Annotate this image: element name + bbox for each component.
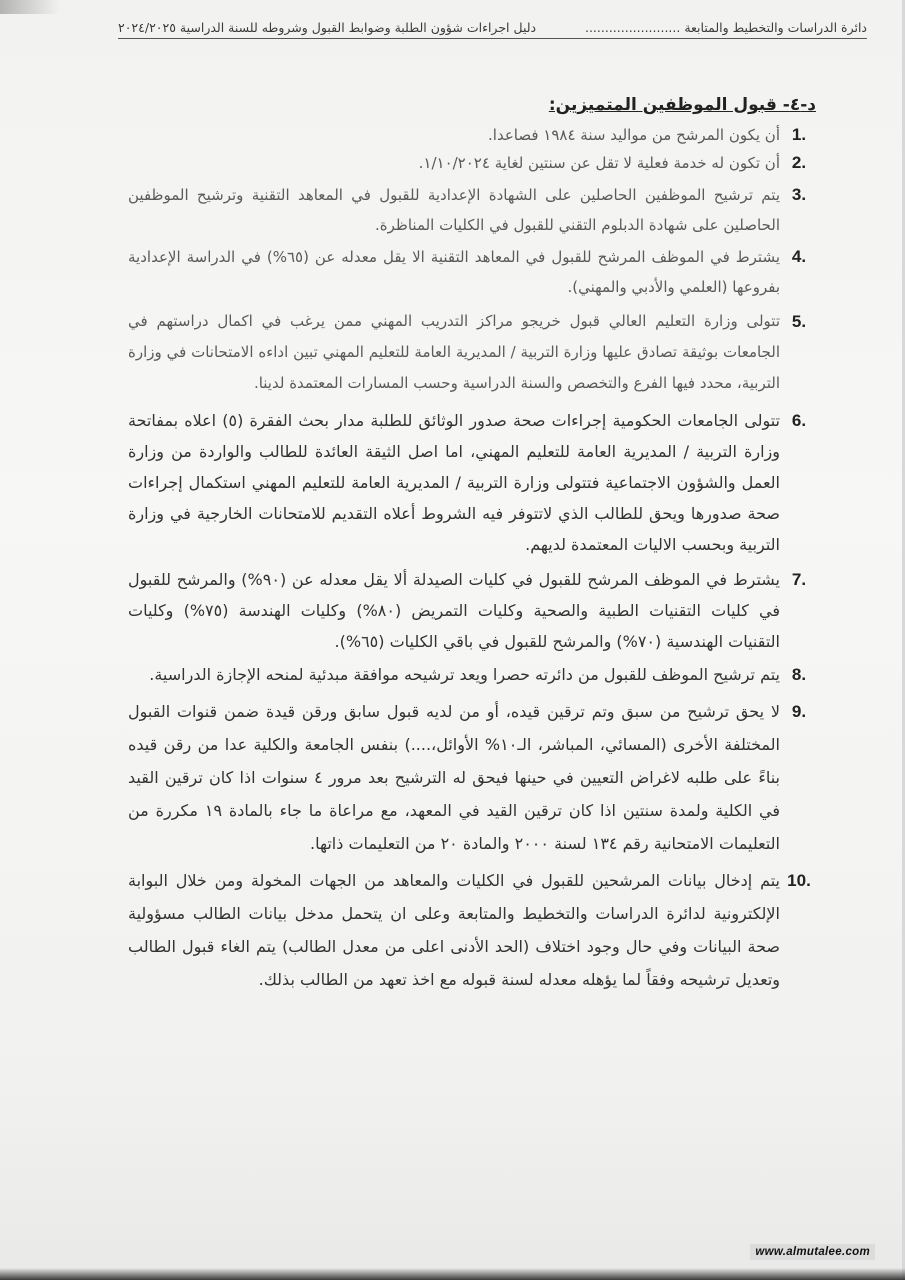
item-text: لا يحق ترشيح من سبق وتم ترقين قيده، أو من لديه قبول سابق ورقن قيدة ضمن قنوات القبول المختلفة الأخرى (المسائي، المباشر، الـ١٠% الأوائل،....) بنفس الجامعة والكلية عدا من رقن قيده بناءً على طلبه لاغراض التعيين في حينها فيحق له الترشيح بعد مرور ٤ سنوات اذا كان ترقين القيد في الكلية ولمدة سنتين اذا كان ترقين القيد في المعهد، مع مراعاة ما جاء بالمادة ١٩ مكررة من التعليمات الامتحانية رقم ١٣٤ لسنة ٢٠٠٠ والمادة ٢٠ من التعليمات ذاتها. <box>128 702 781 853</box>
list-item <box>128 659 818 691</box>
item-text: أن يكون المرشح من مواليد سنة ١٩٨٤ فصاعدا. <box>488 126 780 144</box>
item-number: 9. <box>791 702 807 721</box>
item-number: 10. <box>787 871 811 890</box>
item-text: يتم ترشيح الموظفين الحاصلين على الشهادة الإعدادية للقبول في المعاهد التقنية وترشيح الموظفين الحاصلين على شهادة الدبلوم التقني للقبول في الكليات المناظرة. <box>128 186 780 234</box>
item-number: 3. <box>791 185 807 204</box>
item-number: 2. <box>791 153 807 172</box>
item-text: أن تكون له خدمة فعلية لا تقل عن سنتين لغاية ١/١٠/٢٠٢٤. <box>418 154 780 172</box>
section-title: د-٤- قبول الموظفين المتميزين: <box>548 95 816 115</box>
item-number: 7. <box>791 570 807 589</box>
list-item <box>128 405 818 560</box>
item-text: يشترط في الموظف المرشح للقبول في المعاهد التقنية الا يقل معدله عن (٦٥%) في الدراسة الإعدادية بفروعها (العلمي والأدبي والمهني). <box>128 248 780 296</box>
page-shadow-top <box>0 0 60 14</box>
item-number: 1. <box>791 125 807 144</box>
list-item <box>128 864 818 996</box>
item-text: يشترط في الموظف المرشح للقبول في كليات الصيدلة ألا يقل معدله عن (٩٠%) والمرشح للقبول في كليات التقنيات الطبية والصحية وكليات التمريض (٨٠%) وكليات الهندسة (٧٥%) وكليات التقنيات الهندسية (٧٠%) والمرشح للقبول في باقي الكليات (٦٥%). <box>128 570 781 651</box>
item-number: 4. <box>791 247 807 266</box>
item-number: 6. <box>791 411 807 430</box>
site-watermark: www.almutalee.com <box>750 1244 875 1260</box>
item-number: 5. <box>791 312 807 331</box>
header-guide-title: دليل اجراءات شؤون الطلبة وضوابط القبول وشروطه للسنة الدراسية ٢٠٢٤/٢٠٢٥ <box>118 20 537 35</box>
list-item <box>128 695 818 860</box>
item-number: 8. <box>791 665 807 684</box>
list-item <box>128 564 818 657</box>
list-item <box>128 242 818 302</box>
item-text: تتولى وزارة التعليم العالي قبول خريجو مراكز التدريب المهني ممن يرغب في اكمال دراستهم في الجامعات بوثيقة تصادق عليها وزارة التربية / المديرية العامة للتعليم المهني تبين اداءه الامتحانات في وزارة التربية، محدد فيها الفرع والتخصص والسنة الدراسية وحسب المسارات المعتمدة لدينا. <box>128 312 780 392</box>
document-body <box>128 92 818 996</box>
list-item <box>128 180 818 240</box>
page-header <box>118 20 867 39</box>
list-item <box>128 306 818 399</box>
item-text: تتولى الجامعات الحكومية إجراءات صحة صدور الوثائق للطلبة مدار بحث الفقرة (٥) اعلاه بمفاتحة وزارة التربية / المديرية العامة للتعليم المهني، اما اصل الثيقة العائدة للطالب والواردة من وزارة العمل والشؤون الاجتماعية فتتولى وزارة التربية / المديرية العامة للتعليم المهني استكمال إجراءات صحة صدورها ويحق للطالب الذي لاتتوفر فيه الشروط أعلاه التقديم للامتحانات الخارجية في وزارة التربية وبحسب الاليات المعتمدة لديهم. <box>128 411 780 554</box>
list-item <box>128 150 818 176</box>
header-department: دائرة الدراسات والتخطيط والمتابعة ........................ <box>584 20 867 35</box>
item-text: يتم ترشيح الموظف للقبول من دائرته حصرا ويعد ترشيحه موافقة مبدئية لمنحه الإجازة الدراسية. <box>149 665 780 684</box>
list-item <box>128 122 818 148</box>
item-text: يتم إدخال بيانات المرشحين للقبول في الكليات والمعاهد من الجهات المخولة ومن خلال البوابة الإلكترونية لدائرة الدراسات والتخطيط والمتابعة وعلى ان يتحمل مدخل بيانات الطالب مسؤولية صحة البيانات وفي حال وجود اختلاف (الحد الأدنى اعلى من معدل الطالب) يتم الغاء قبول الطالب وتعديل ترشيحه وفقاً لما يؤهله معدله لسنة قبوله مع اخذ تعهد من الطالب بذلك. <box>128 871 780 989</box>
page-shadow-bottom <box>0 1268 905 1280</box>
